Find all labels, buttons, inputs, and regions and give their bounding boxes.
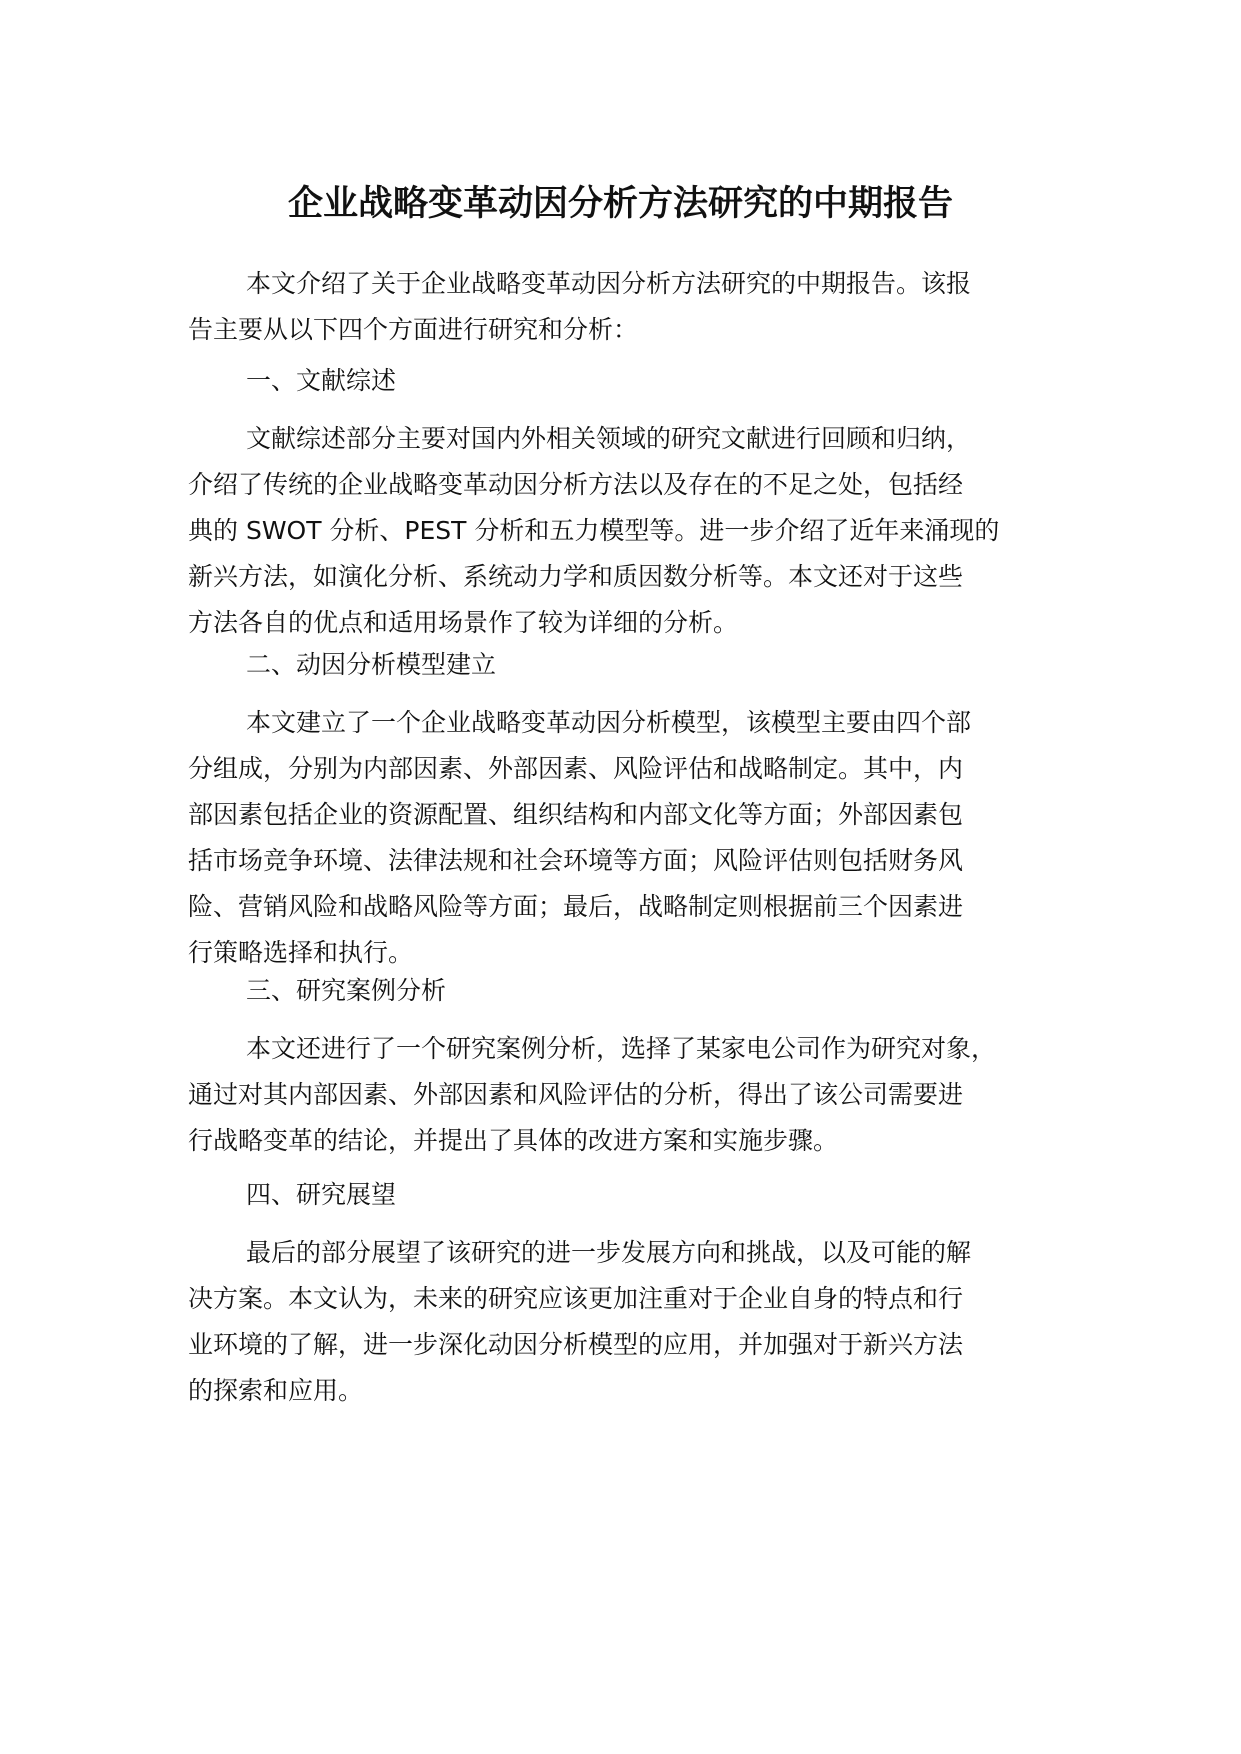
paragraph-line: 本文还进行了一个研究案例分析，选择了某家电公司作为研究对象， [246, 1034, 997, 1063]
paragraph-line: 行策略选择和执行。 [188, 938, 414, 967]
section-heading-model-building: 二、动因分析模型建立 [246, 650, 497, 679]
paragraph-line: 业环境的了解，进一步深化动因分析模型的应用，并加强对于新兴方法 [188, 1330, 964, 1359]
paragraph-line: 险、营销风险和战略风险等方面；最后，战略制定则根据前三个因素进 [188, 892, 964, 921]
section-paragraph-model-building [188, 700, 1068, 976]
paragraph-line: 文献综述部分主要对国内外相关领域的研究文献进行回顾和归纳， [246, 424, 972, 453]
paragraph-line: 典的 SWOT 分析、PEST 分析和五力模型等。进一步介绍了近年来涌现的 [188, 516, 1000, 545]
paragraph-line: 决方案。本文认为，未来的研究应该更加注重对于企业自身的特点和行 [188, 1284, 964, 1313]
paragraph-line: 行战略变革的结论，并提出了具体的改进方案和实施步骤。 [188, 1126, 839, 1155]
paragraph-line: 部因素包括企业的资源配置、组织结构和内部文化等方面；外部因素包 [188, 800, 964, 829]
section-paragraph-outlook [188, 1230, 1068, 1414]
paragraph-line: 新兴方法，如演化分析、系统动力学和质因数分析等。本文还对于这些 [188, 562, 964, 591]
paragraph-line: 的探索和应用。 [188, 1376, 364, 1405]
paragraph-line: 分组成，分别为内部因素、外部因素、风险评估和战略制定。其中，内 [188, 754, 964, 783]
section-paragraph-case-study [188, 1026, 1068, 1164]
paragraph-line: 本文介绍了关于企业战略变革动因分析方法研究的中期报告。该报 [246, 269, 972, 298]
intro-paragraph [188, 261, 1068, 353]
paragraph-line: 括市场竞争环境、法律法规和社会环境等方面；风险评估则包括财务风 [188, 846, 964, 875]
paragraph-line: 本文建立了一个企业战略变革动因分析模型，该模型主要由四个部 [246, 708, 972, 737]
section-heading-outlook: 四、研究展望 [246, 1180, 397, 1209]
section-heading-case-study: 三、研究案例分析 [246, 976, 447, 1005]
paragraph-line: 方法各自的优点和适用场景作了较为详细的分析。 [188, 608, 739, 637]
section-paragraph-literature-review [188, 416, 1068, 646]
paragraph-line: 最后的部分展望了该研究的进一步发展方向和挑战，以及可能的解 [246, 1238, 972, 1267]
paragraph-line: 告主要从以下四个方面进行研究和分析： [188, 315, 639, 344]
paragraph-line: 介绍了传统的企业战略变革动因分析方法以及存在的不足之处，包括经 [188, 470, 964, 499]
paragraph-line: 通过对其内部因素、外部因素和风险评估的分析，得出了该公司需要进 [188, 1080, 964, 1109]
document-title: 企业战略变革动因分析方法研究的中期报告 [287, 184, 953, 224]
section-heading-literature-review: 一、文献综述 [246, 366, 397, 395]
